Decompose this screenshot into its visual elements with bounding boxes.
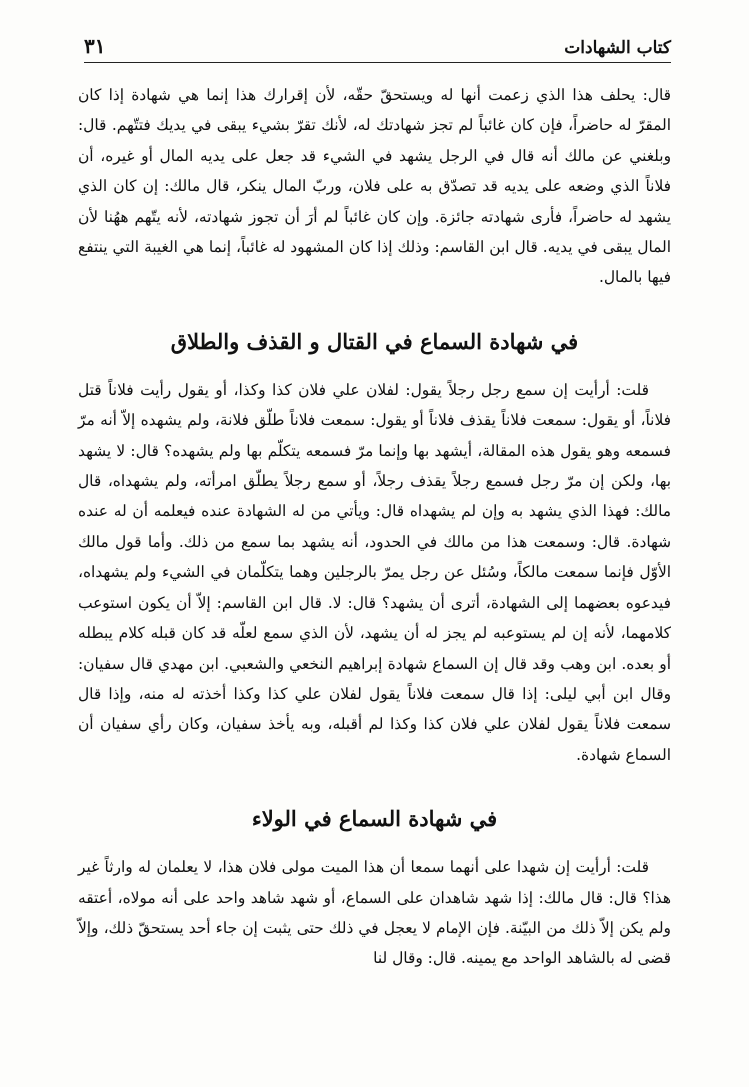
section-heading-hearsay-wala: في شهادة السماع في الولاء bbox=[251, 806, 498, 832]
book-title: كتاب الشهادات bbox=[564, 38, 671, 58]
section-heading-hearsay-killing-slander-divorce: في شهادة السماع في القتال و القذف والطلاق bbox=[170, 328, 579, 354]
section-paragraph: قلت: أرأيت إن شهدا على أنهما سمعا أن هذا الميت مولى فلان هذا، لا يعلمان له وارثاً غير هذا؟ قال: قال مالك: إذا شهد شاهدان على السماع، أو شهد شاهد واحد على أنه مولاه، أعتقه ولم يكن إلاّ ذلك من البيّنة. فإن الإمام لا يعجل في ذلك حتى يثبت إن جاء أحد يستحقّ ذلك، وإلاّ قضى له بالشاهد الواحد مع يمينه. قال: وقال لنا bbox=[78, 858, 671, 968]
section-paragraph: قلت: أرأيت إن سمع رجل رجلاً يقول: لفلان علي فلان كذا وكذا، أو يقول رأيت فلاناً قتل فلاناً، أو يقول: سمعت فلاناً يقذف فلاناً أو يقول: سمعت فلاناً طلّق فلانة، ولم يشهده إلاّ أنه مرّ فسمعه وهو يقول هذه المقالة، أيشهد بها وإنما مرّ فسمعه يتكلّم بها ولم يشهده؟ قال: لا يشهد بها، ولكن إن مرّ رجل فسمع رجلاً يقذف رجلاً، أو سمع رجلاً يطلّق امرأته، ولم يشهداه، قال مالك: فهذا الذي يشهد به وإن لم يشهداه قال: ويأتي من له الشهادة عنده فيعلمه أن له عنده شهادة. قال: وسمعت هذا من مالك في الحدود، أنه يشهد بما سمع من ذلك. وأما قول مالك الأوّل فإنما سمعت مالكاً، وسُئل عن رجل يمرّ بالرجلين وهما يتكلّمان في الشيء ولم يشهداه، فيدعوه بعضهما إلى الشهادة، أترى أن يشهد؟ قال: لا. قال ابن القاسم: إلاّ أن يكون استوعب كلامهما، لأنه إن لم يستوعبه لم يجز له أن يشهد، لأن الذي سمع لعلّه قد كان قبله كلام يبطله أو بعده. ابن وهب وقد قال إن السماع شهادة إبراهيم النخعي والشعبي. ابن مهدي قال سفيان: وقال ابن أبي ليلى: إذا قال سمعت فلاناً يقول لفلان علي كذا وكذا أخذته له منه، وإذا قال سمعت فلاناً يقول لفلان علي فلان كذا وكذا لم أقبله، وبه يأخذ سفيان، وكان رأي سفيان أن السماع شهادة. bbox=[78, 380, 671, 764]
body-text bbox=[78, 80, 671, 974]
running-header bbox=[84, 32, 671, 63]
page-number: ٣١ bbox=[84, 34, 106, 58]
intro-paragraph: قال: يحلف هذا الذي زعمت أنها له ويستحقّ حقّه، لأن إقرارك هذا إنما هي شهادة إذا كان المقرّ له حاضراً، فإن كان غائباً لم تجز شهادتك له، لأنك تقرّ بشيء يبقى في يديك فتتّهم. قال: وبلغني عن مالك أنه قال في الرجل يشهد في الشيء قد جعل على يديه المال أو غيره، أن فلاناً الذي وضعه على يديه قد تصدّق به على فلان، وربّ المال ينكر، قال مالك: إن كان الذي يشهد له حاضراً، فأرى شهادته جائزة. وإن كان غائباً لم أرَ أن تجوز شهادته، لأنه يتّهم ههُنا لأن المال يبقى في يديه. قال ابن القاسم: وذلك إذا كان المشهود له غائباً، إنما هي الغيبة التي ينتفع فيها بالمال. bbox=[78, 86, 671, 287]
